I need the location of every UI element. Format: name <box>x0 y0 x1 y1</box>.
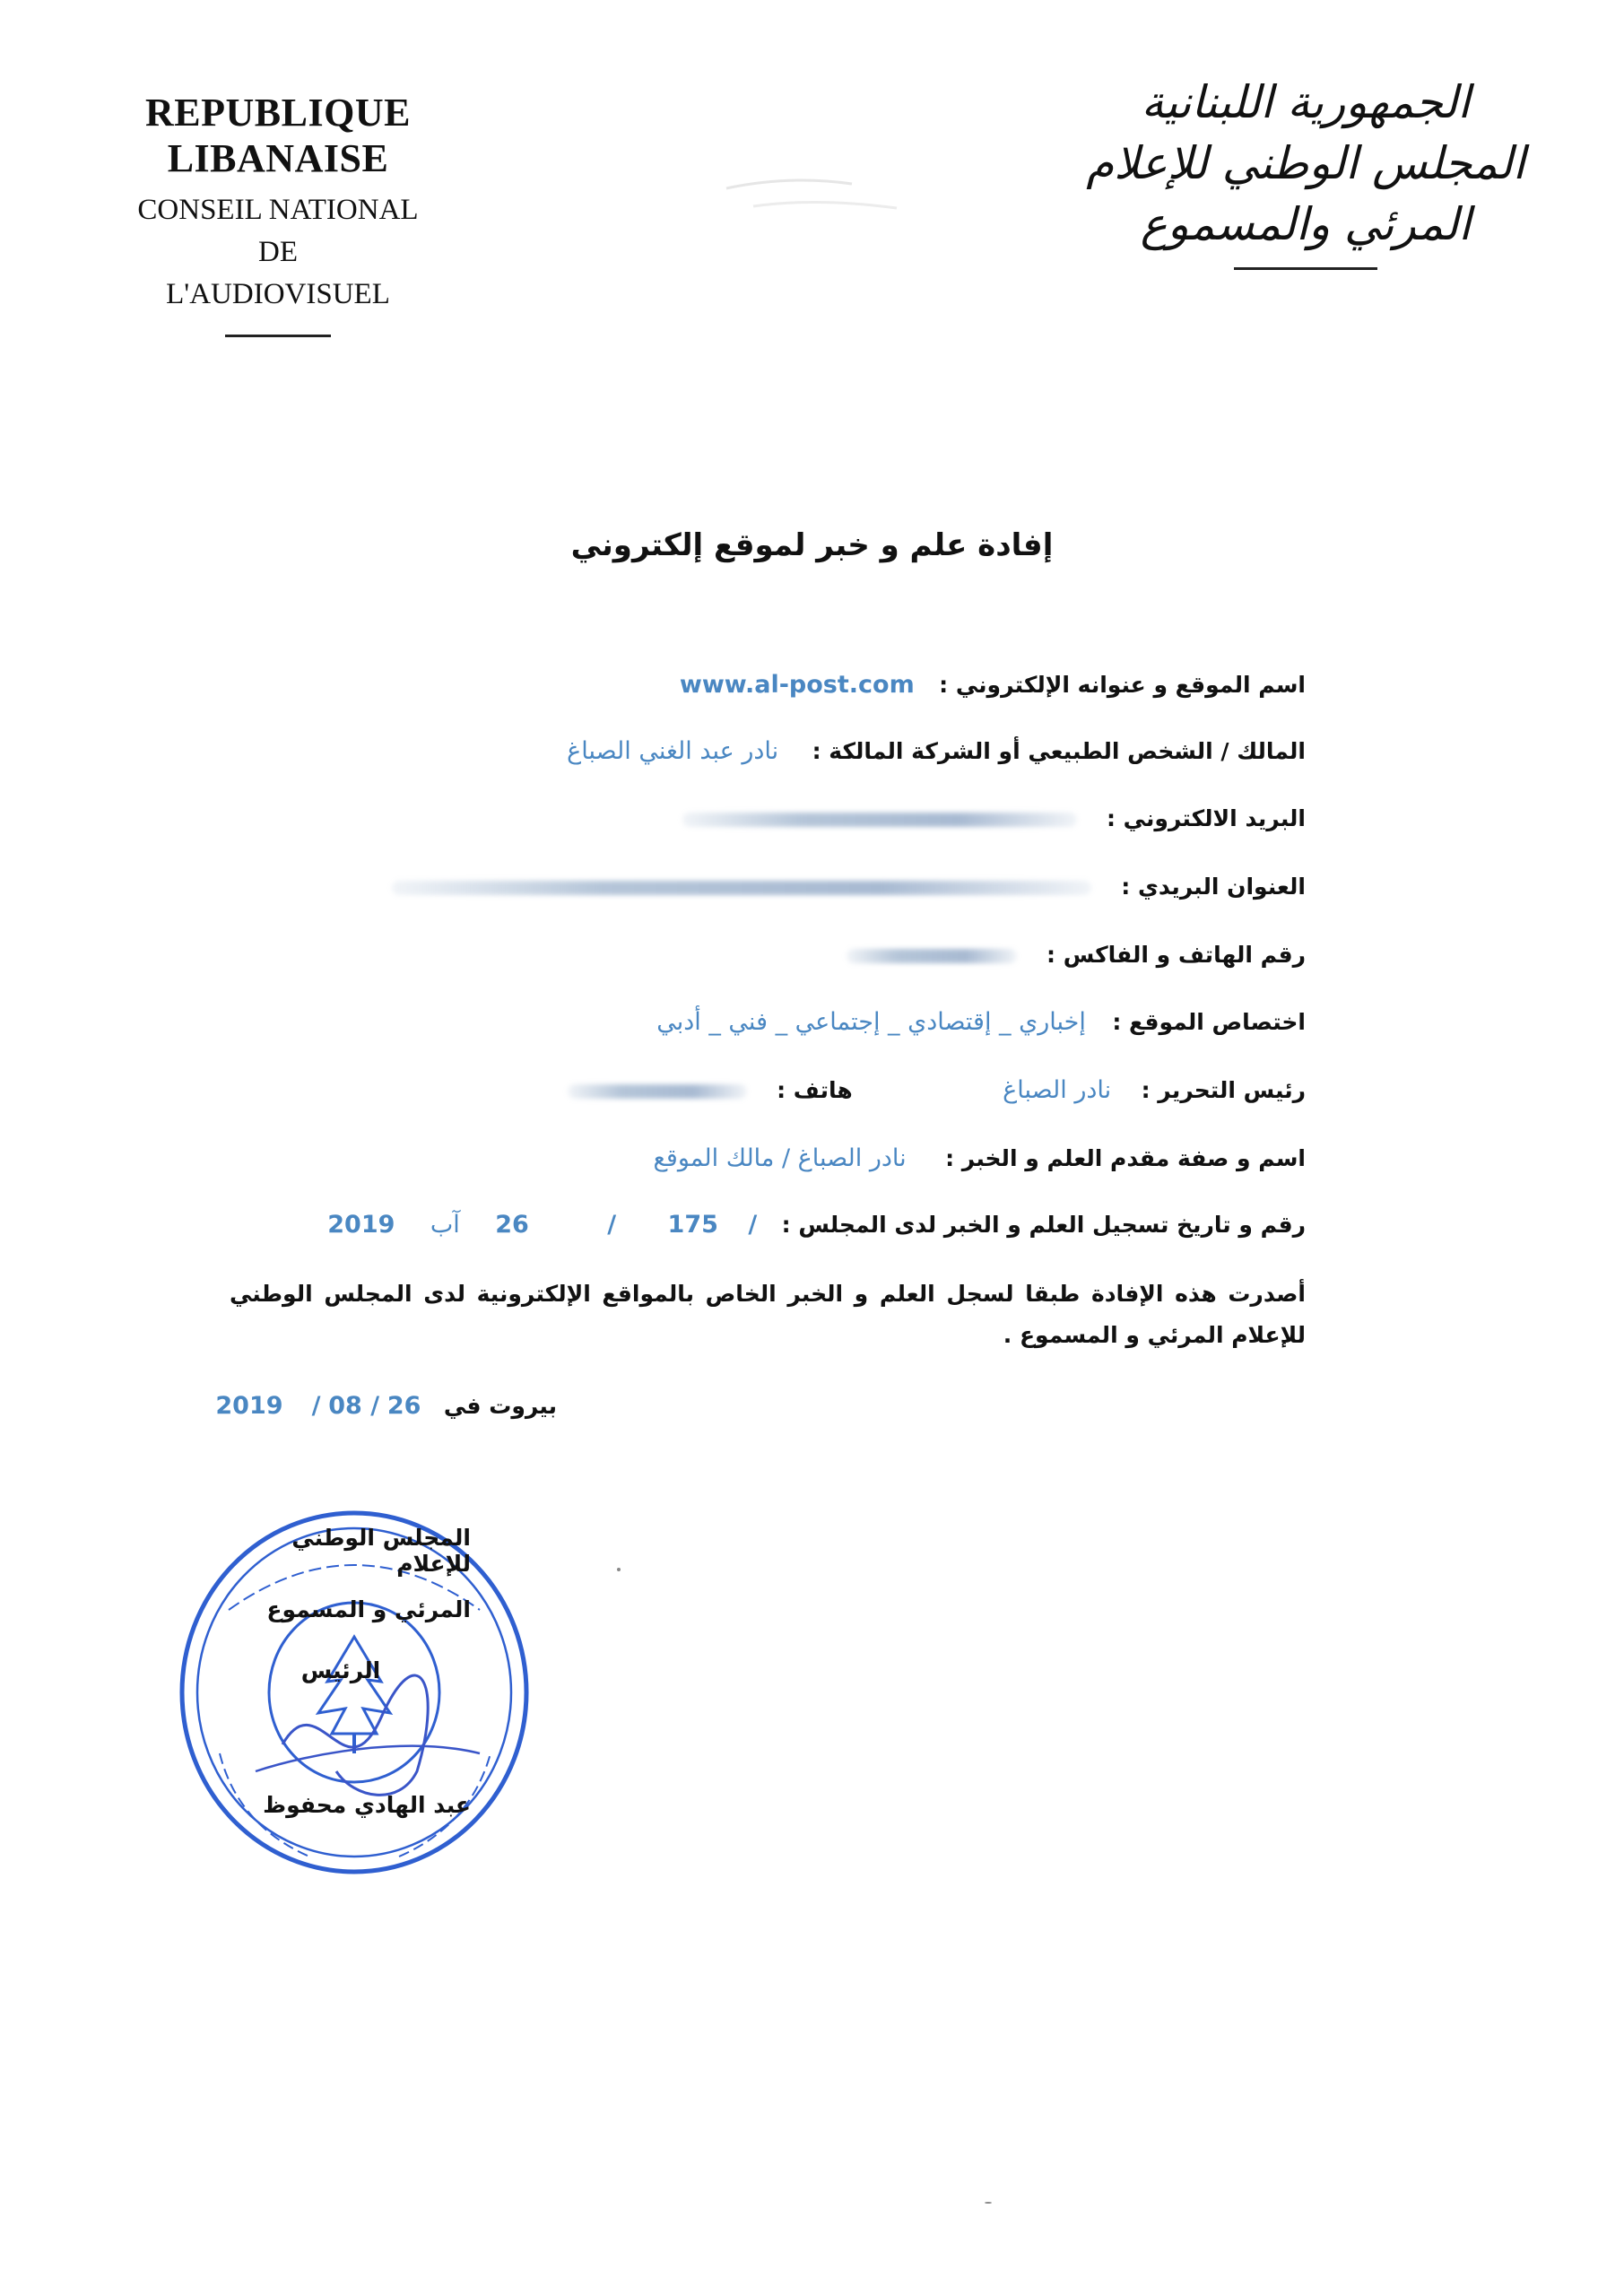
postal-redacted <box>392 881 1091 895</box>
editor-phone-label: هاتف : <box>777 1077 853 1103</box>
council-line-2: DE <box>258 236 298 268</box>
header-divider-left <box>225 335 331 337</box>
issuance-paragraph: أصدرت هذه الإفادة طبقا لسجل العلم و الخبر الخاص بالمواقع الإلكترونية لدى المجلس الوطني للإعلام المرئي و المسموع . <box>230 1281 1306 1348</box>
signature-line-1: المجلس الوطني للإعلام <box>291 1525 471 1577</box>
phone-redacted <box>847 949 1017 963</box>
registration-year: 2019 <box>327 1211 395 1239</box>
date-year: 2019 <box>215 1392 283 1420</box>
header-divider-right <box>1234 267 1377 270</box>
row-owner <box>567 737 1306 765</box>
signature-line-2: المرئي و المسموع <box>266 1596 471 1622</box>
council-line-1: CONSEIL NATIONAL <box>137 194 419 226</box>
owner-label: المالك / الشخص الطبيعي أو الشركة المالكة : <box>812 738 1306 764</box>
row-postal <box>392 874 1306 900</box>
site-value: www.al-post.com <box>679 671 915 699</box>
document-title: إفادة علم و خبر لموقع إلكتروني <box>570 527 1054 563</box>
scan-speck <box>985 2202 992 2204</box>
scan-artifact <box>717 170 915 224</box>
applicant-label: اسم و صفة مقدم العلم و الخبر : <box>945 1145 1306 1171</box>
editor-value: نادر الصباغ <box>1003 1076 1112 1104</box>
signature-role: الرئيس <box>300 1657 381 1683</box>
country-name: REPUBLIQUE LIBANAISE <box>145 91 411 180</box>
editor-phone-redacted <box>568 1084 747 1099</box>
specialty-value: إخباري _ إقتصادي _ إجتماعي _ فني _ أدبي <box>656 1008 1086 1036</box>
row-registration: رقم و تاريخ تسجيل العلم و الخبر لدى المجلس : / 175 / 26 آب 2019 <box>327 1211 1306 1239</box>
row-email <box>682 805 1306 831</box>
signature-name: عبد الهادي محفوظ <box>263 1792 471 1818</box>
council-line-3: L'AUDIOVISUEL <box>166 278 390 310</box>
postal-label: العنوان البريدي : <box>1121 874 1306 900</box>
header-french <box>45 90 511 337</box>
editor-label: رئيس التحرير : <box>1141 1077 1306 1103</box>
row-place-date: بيروت في 26 / 08 / 2019 <box>215 1392 557 1420</box>
specialty-label: اختصاص الموقع : <box>1112 1009 1306 1035</box>
row-editor <box>568 1076 1306 1104</box>
registration-label: رقم و تاريخ تسجيل العلم و الخبر لدى المجلس : <box>781 1212 1306 1238</box>
row-specialty <box>656 1008 1306 1036</box>
registration-number: 175 <box>667 1211 718 1239</box>
email-label: البريد الالكتروني : <box>1106 805 1306 831</box>
registration-day: 26 <box>495 1211 529 1239</box>
site-label: اسم الموقع و عنوانه الإلكتروني : <box>939 672 1306 698</box>
email-redacted <box>682 813 1077 827</box>
republic-name-ar: الجمهورية اللبنانية <box>1141 76 1471 128</box>
row-phone <box>847 942 1306 968</box>
header-arabic <box>1073 72 1539 270</box>
phone-label: رقم الهاتف و الفاكس : <box>1046 942 1306 968</box>
row-site <box>680 671 1306 699</box>
place-label: بيروت في <box>443 1393 557 1419</box>
row-applicant <box>654 1144 1306 1172</box>
scan-speck <box>617 1568 621 1571</box>
date-month: 08 <box>328 1392 362 1420</box>
council-name-ar: المجلس الوطني للإعلام <box>1086 137 1525 189</box>
council-sub-ar: المرئي والمسموع <box>1140 198 1472 250</box>
registration-month: آب <box>430 1211 460 1239</box>
applicant-value: نادر الصباغ / مالك الموقع <box>653 1144 907 1172</box>
owner-value: نادر عبد الغني الصباغ <box>567 737 779 765</box>
date-day: 26 <box>386 1392 421 1420</box>
